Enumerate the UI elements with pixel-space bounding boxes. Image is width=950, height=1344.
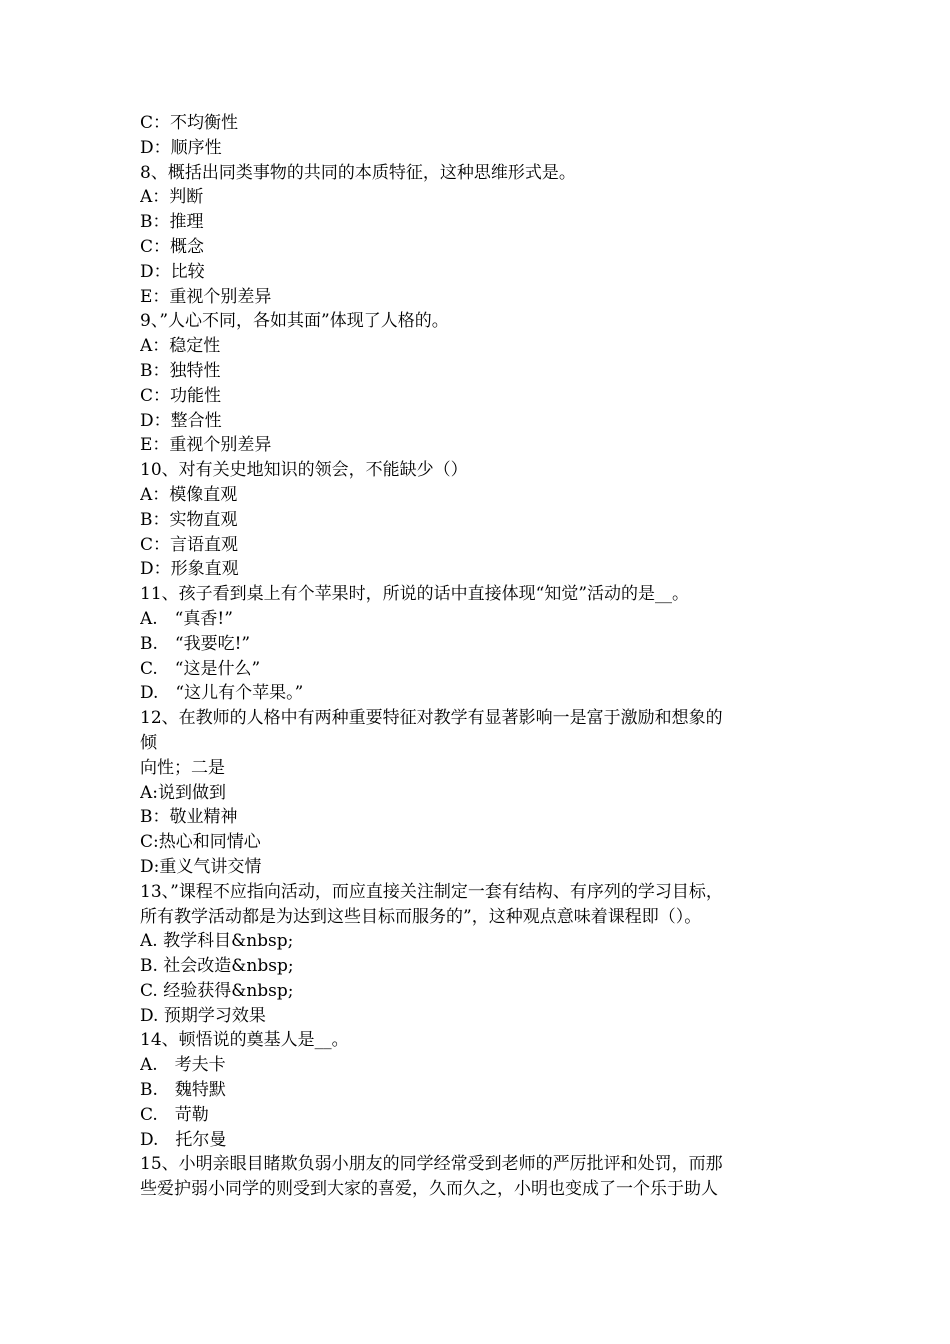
option-line: B. 社会改造&nbsp; — [140, 956, 294, 977]
option-line: D：比较 — [140, 261, 205, 282]
option-line: A：判断 — [140, 187, 204, 208]
option-line: A. 教学科目&nbsp; — [140, 931, 294, 952]
option-line: D. 预期学习效果 — [140, 1005, 266, 1026]
option-line: B. “我要吃!” — [140, 633, 251, 654]
text-line: 所有教学活动都是为达到这些目标而服务的”，这种观点意味着课程即（）。 — [140, 906, 702, 927]
text-line: 些爱护弱小同学的则受到大家的喜爱，久而久之，小明也变成了一个乐于助人 — [140, 1179, 718, 1200]
question-8: 8、概括出同类事物的共同的本质特征，这种思维形式是。 — [140, 162, 576, 183]
question-14: 14、顿悟说的奠基人是__。 — [140, 1030, 349, 1051]
text-line: C：不均衡性 — [140, 113, 239, 133]
option-line: C. “这是什么” — [140, 658, 261, 679]
option-line: C：言语直观 — [140, 534, 239, 555]
option-line: A：稳定性 — [140, 336, 221, 357]
option-line: C:热心和同情心 — [140, 832, 261, 853]
option-line: D. “这儿有个苹果。” — [140, 683, 304, 704]
option-line: D：形象直观 — [140, 559, 239, 580]
text-line: 向性；二是 — [140, 757, 225, 778]
question-12: 12、在教师的人格中有两种重要特征对教学有显著影响一是富于激励和想象的 — [140, 708, 723, 729]
option-line: B：敬业精神 — [140, 807, 238, 828]
text-line: D：顺序性 — [140, 137, 222, 158]
option-line: D:重义气讲交情 — [140, 856, 262, 877]
option-line: D. 托尔曼 — [140, 1129, 227, 1150]
option-line: C. 经验获得&nbsp; — [140, 980, 294, 1001]
question-11: 11、孩子看到桌上有个苹果时，所说的话中直接体现“知觉”活动的是__。 — [140, 584, 690, 605]
option-line: A. “真香!” — [140, 608, 233, 629]
option-line: B：实物直观 — [140, 509, 238, 530]
option-line: E：重视个别差异 — [140, 435, 272, 456]
question-15: 15、小明亲眼目睹欺负弱小朋友的同学经常受到老师的严厉批评和处罚，而那 — [140, 1154, 723, 1175]
question-9: 9、”人心不同，各如其面”体现了人格的。 — [140, 311, 449, 332]
option-line: A. 考夫卡 — [140, 1055, 226, 1076]
option-line: B：独特性 — [140, 360, 221, 381]
question-10: 10、对有关史地知识的领会，不能缺少（） — [140, 460, 468, 481]
option-line: C. 苛勒 — [140, 1104, 209, 1125]
option-line: C：概念 — [140, 236, 205, 257]
question-13: 13、”课程不应指向活动，而应直接关注制定一套有结构、有序列的学习目标， — [140, 881, 723, 902]
text-line: 倾 — [140, 732, 157, 753]
option-line: A:说到做到 — [140, 782, 227, 803]
option-line: D：整合性 — [140, 410, 222, 431]
option-line: B：推理 — [140, 212, 204, 233]
option-line: B. 魏特默 — [140, 1080, 226, 1101]
option-line: E：重视个别差异 — [140, 286, 272, 307]
option-line: C：功能性 — [140, 385, 222, 406]
option-line: A：模像直观 — [140, 484, 238, 505]
document-page — [140, 111, 820, 1202]
